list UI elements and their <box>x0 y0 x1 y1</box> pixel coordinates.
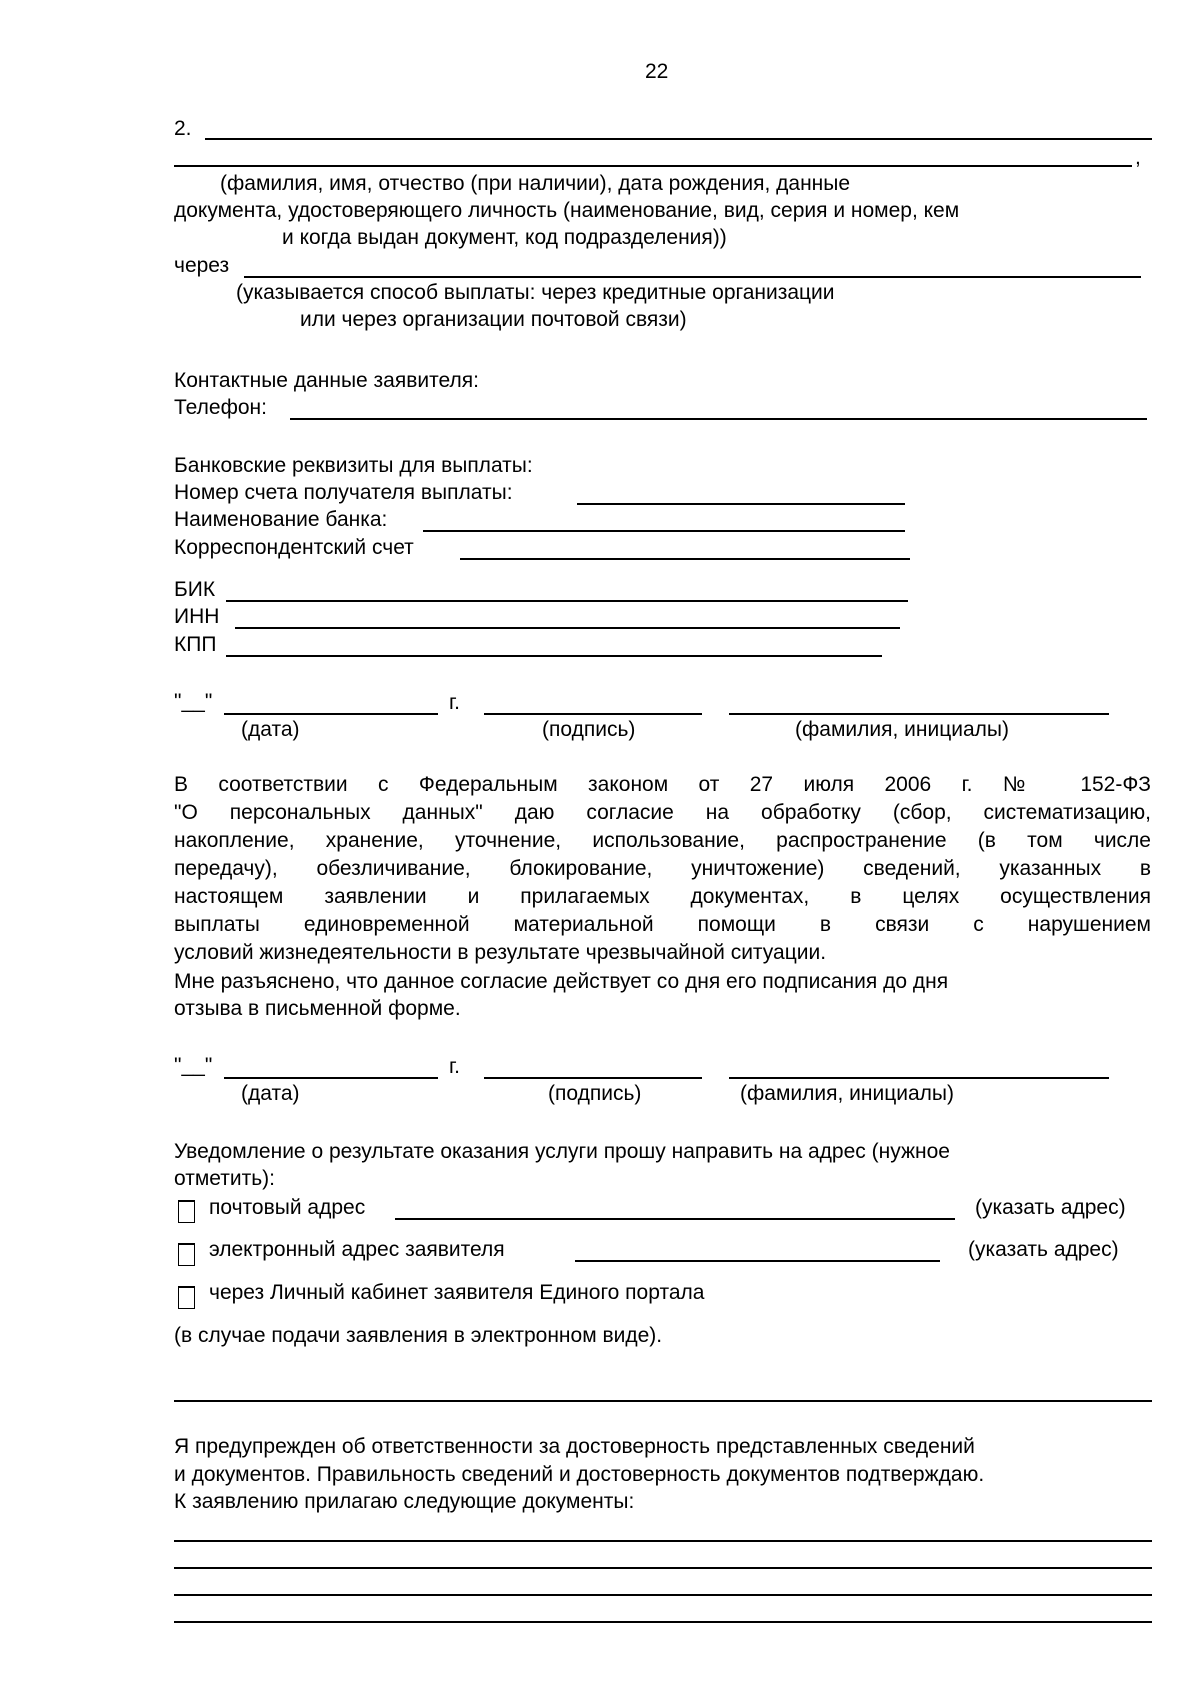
corr-account-field[interactable] <box>460 558 910 560</box>
signature-field[interactable] <box>484 1077 702 1079</box>
applicant-number-label: 2. <box>174 117 192 140</box>
full-name-caption: (фамилия, инициалы) <box>795 718 1009 741</box>
email-address-label: электронный адрес заявителя <box>209 1238 505 1261</box>
payment-via-field[interactable] <box>244 276 1141 278</box>
full-name-caption: (фамилия, инициалы) <box>740 1082 954 1105</box>
consent-line: накопление, хранение, уточнение, использование, распространение (в том числе <box>174 829 1151 852</box>
postal-address-checkbox[interactable] <box>178 1200 195 1223</box>
documents-list-line[interactable] <box>174 1567 1152 1569</box>
notification-intro-line2: отметить): <box>174 1167 275 1190</box>
applicant-hint-line3: и когда выдан документ, код подразделения)) <box>282 226 727 249</box>
consent-line: "О персональных данных" даю согласие на обработку (сбор, систематизацию, <box>174 801 1151 824</box>
consent-line: выплаты единовременной материальной помощи в связи с нарушением <box>174 913 1151 936</box>
bank-heading: Банковские реквизиты для выплаты: <box>174 454 533 477</box>
consent-explained-line2: отзыва в письменной форме. <box>174 997 461 1020</box>
inn-label: ИНН <box>174 605 220 628</box>
applicant-hint-line2: документа, удостоверяющего личность (наименование, вид, серия и номер, кем <box>174 199 960 222</box>
date-caption: (дата) <box>241 1082 300 1105</box>
payment-via-label: через <box>174 254 230 277</box>
consent-line: передачу), обезличивание, блокирование, уничтожение) сведений, указанных в <box>174 857 1151 880</box>
notification-intro-line1: Уведомление о результате оказания услуги прошу направить на адрес (нужное <box>174 1140 950 1163</box>
postal-address-label: почтовый адрес <box>209 1196 366 1219</box>
date-caption: (дата) <box>241 718 300 741</box>
date-quotes: "__" <box>174 690 213 713</box>
consent-line: настоящем заявлении и прилагаемых документах, в целях осуществления <box>174 885 1151 908</box>
applicant-hint-line1: (фамилия, имя, отчество (при наличии), дата рождения, данные <box>220 172 851 195</box>
payment-via-hint-line2: или через организации почтовой связи) <box>300 308 687 331</box>
email-address-field[interactable] <box>575 1260 940 1262</box>
year-suffix: г. <box>449 691 460 714</box>
phone-label: Телефон: <box>174 396 267 419</box>
documents-list-line[interactable] <box>174 1621 1152 1623</box>
phone-field[interactable] <box>290 418 1147 420</box>
corr-account-label: Корреспондентский счет <box>174 536 414 559</box>
signature-field[interactable] <box>484 713 702 715</box>
applicant-name-field-line2[interactable] <box>174 165 1132 167</box>
year-suffix: г. <box>449 1055 460 1078</box>
date-field[interactable] <box>224 1077 438 1079</box>
bik-label: БИК <box>174 578 216 601</box>
kpp-field[interactable] <box>226 655 882 657</box>
electronic-submission-note: (в случае подачи заявления в электронном виде). <box>174 1324 663 1347</box>
kpp-label: КПП <box>174 633 217 656</box>
bik-field[interactable] <box>226 600 908 602</box>
payment-via-hint-line1: (указывается способ выплаты: через кредитные организации <box>236 281 835 304</box>
account-number-label: Номер счета получателя выплаты: <box>174 481 513 504</box>
date-field[interactable] <box>224 713 438 715</box>
consent-line: условий жизнедеятельности в результате чрезвычайной ситуации. <box>174 941 827 964</box>
page-number: 22 <box>645 60 669 83</box>
consent-line: В соответствии с Федеральным законом от 27 июля 2006 г. № 152-ФЗ <box>174 773 1151 796</box>
declaration-line2: и документов. Правильность сведений и достоверность документов подтверждаю. <box>174 1463 985 1486</box>
declaration-line3: К заявлению прилагаю следующие документы: <box>174 1490 635 1513</box>
postal-address-hint: (указать адрес) <box>975 1196 1126 1219</box>
personal-account-checkbox[interactable] <box>178 1286 195 1309</box>
email-address-hint: (указать адрес) <box>968 1238 1119 1261</box>
consent-paragraph <box>174 771 1151 967</box>
applicant-comma: , <box>1135 146 1141 169</box>
inn-field[interactable] <box>235 627 900 629</box>
documents-list-line[interactable] <box>174 1594 1152 1596</box>
documents-list-line[interactable] <box>174 1540 1152 1542</box>
full-name-field[interactable] <box>729 1077 1109 1079</box>
declaration-line1: Я предупрежден об ответственности за достоверность представленных сведений <box>174 1435 975 1458</box>
signature-caption: (подпись) <box>548 1082 642 1105</box>
full-name-field[interactable] <box>729 713 1109 715</box>
account-number-field[interactable] <box>577 503 905 505</box>
signature-caption: (подпись) <box>542 718 636 741</box>
consent-explained-line1: Мне разъяснено, что данное согласие действует со дня его подписания до дня <box>174 970 949 993</box>
date-quotes: "__" <box>174 1054 213 1077</box>
personal-account-label: через Личный кабинет заявителя Единого портала <box>209 1281 705 1304</box>
postal-address-field[interactable] <box>395 1218 955 1220</box>
email-address-checkbox[interactable] <box>178 1243 195 1266</box>
applicant-name-field-line1[interactable] <box>205 138 1152 140</box>
bank-name-label: Наименование банка: <box>174 508 388 531</box>
blank-line[interactable] <box>174 1400 1152 1402</box>
contacts-heading: Контактные данные заявителя: <box>174 369 479 392</box>
bank-name-field[interactable] <box>423 530 905 532</box>
